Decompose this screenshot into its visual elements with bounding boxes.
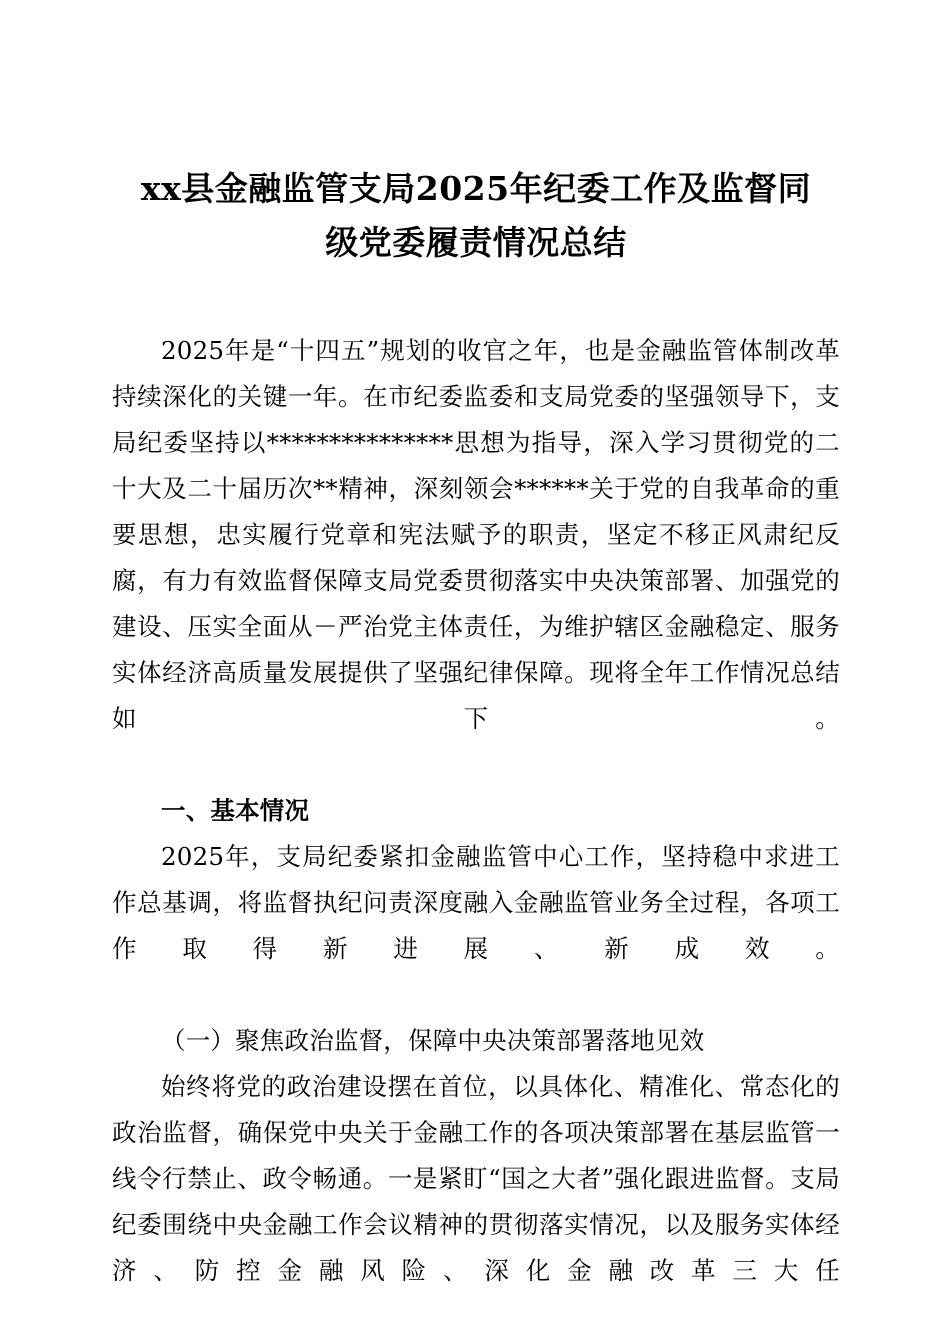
subsection-heading-political-supervision: （一）聚焦政治监督，保障中央决策部署落地见效: [161, 1026, 705, 1055]
document-title: [112, 0, 840, 270]
intro-paragraph: 2025年是“十四五”规划的收官之年，也是金融监管体制改革持续深化的关键一年。在市纪委监委和支局党委的坚强领导下，支局纪委坚持以***************思想为指导，深入学习贯彻党的二十大及二十届历次**精神，深刻领会******关于党的自我革命的重要思想，忠实履行党章和宪法赋予的职责，坚定不移正风肃纪反腐，有力有效监督保障支局党委贯彻落实中央决策部署、加强党的建设、压实全面从－严治党主体责任，为维护辖区金融稳定、服务实体经济高质量发展提供了坚强纪律保障。现将全年工作情况总结如下。: [112, 336, 840, 733]
subsection-1-paragraph: 始终将党的政治建设摆在首位，以具体化、精准化、常态化的政治监督，确保党中央关于金融工作的各项决策部署在基层监管一线令行禁止、政令畅通。一是紧盯“国之大者”强化跟进监督。支局纪委围绕中央金融工作会议精神的贯彻落实情况，以及服务实体经济、防控金融风险、深化金融改革三大任: [112, 1072, 840, 1285]
section-heading-basic-situation: 一、基本情况: [161, 796, 310, 825]
document-title-line-1: xx县金融监管支局2025年纪委工作及监督同: [140, 169, 812, 208]
section-1-paragraph: 2025年，支局纪委紧扣金融监管中心工作，坚持稳中求进工作总基调，将监督执纪问责深度融入金融监管业务全过程，各项工作取得新进展、新成效。: [112, 842, 840, 963]
document-body: [112, 0, 840, 1344]
document-title-line-2: 级党委履责情况总结: [325, 223, 627, 262]
